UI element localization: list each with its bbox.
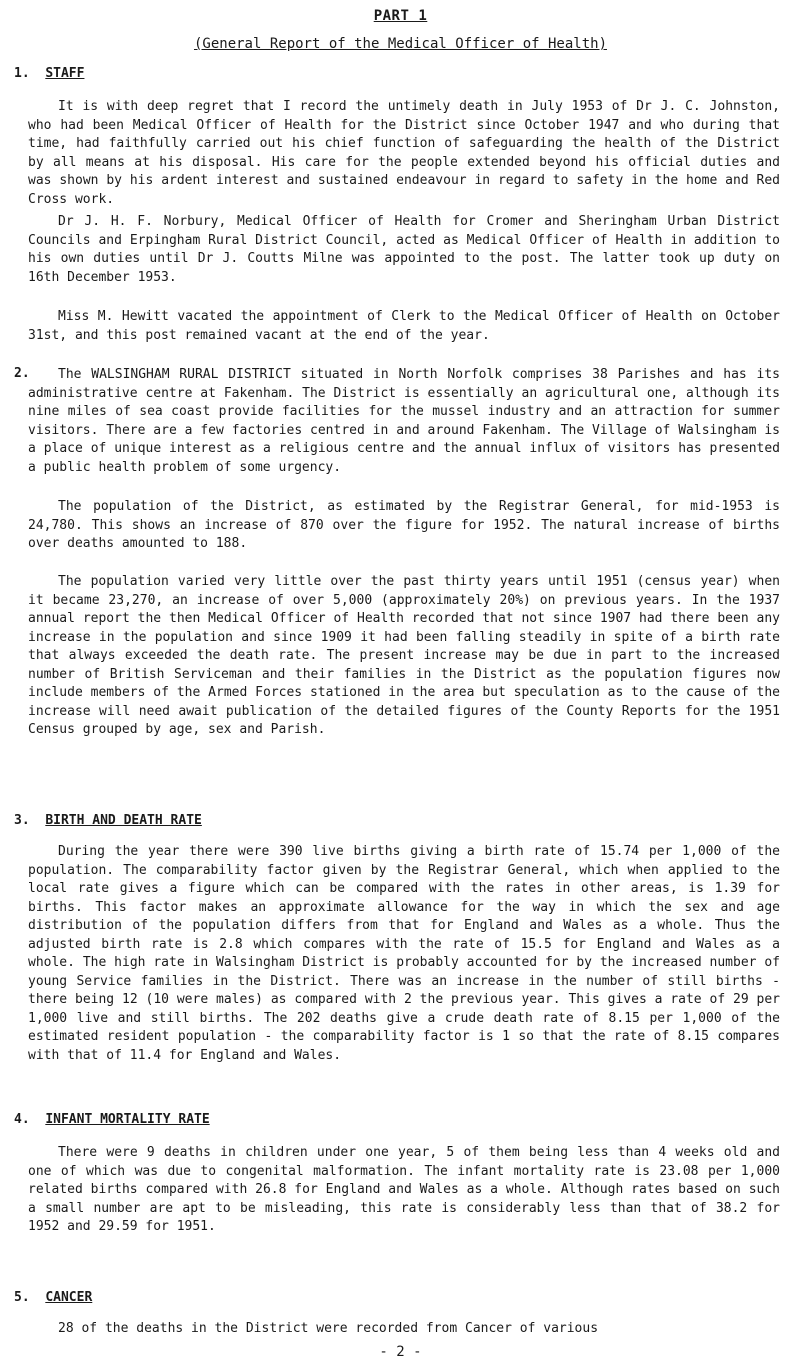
section-4-heading: [14, 1112, 210, 1127]
section-5-paragraph-1: 28 of the deaths in the District were recorded from Cancer of various: [58, 1321, 599, 1336]
section-4-paragraph-1: There were 9 deaths in children under one year, 5 of them being less than 4 weeks old and one of which was due to congenital malformation. The infant mortality rate is 23.08 per 1,000 related births compared with 26.8 for England and Wales as a whole. Although rates based on such a small number are apt to be misleading, this rate is considerably less than that of 38.2 for 1952 and 29.59 for 1951.: [28, 1145, 780, 1234]
section-2-paragraph-2: The population of the District, as estimated by the Registrar General, for mid-1953 is 24,780. This shows an increase of 870 over the figure for 1952. The natural increase of births over deaths amounted to 188.: [28, 499, 780, 551]
section-1-heading: [14, 66, 84, 81]
section-3-paragraph-1: During the year there were 390 live births giving a birth rate of 15.74 per 1,000 of the population. The comparability factor given by the Registrar General, which when applied to the local rate gives a figure which can be compared with the rates in other areas, is 1.39 for births. This factor makes an approximate allowance for the way in which the sex and age distribution of the population differs from that for England and Wales as a whole. Thus the adjusted birth rate is 2.8 which compares with the rate of 15.5 for England and Wales as a whole. The high rate in Walsingham District is probably accounted for by the increased number of young Service families in the District. There was an increase in the number of still births - there being 12 (10 were males) as compared with 2 the previous year. This gives a rate of 29 per 1,000 live and still births. The 202 deaths give a crude death rate of 8.15 per 1,000 of the estimated resident population - the comparability factor is 1 so that the rate of 8.15 compares with that of 11.4 for England and Wales.: [28, 844, 780, 1063]
part-title: PART 1: [373, 8, 428, 24]
section-2-paragraph-1: The WALSINGHAM RURAL DISTRICT situated in North Norfolk comprises 38 Parishes and has its administrative centre at Fakenham. The District is essentially an agricultural one, although its nine miles of sea coast provide facilities for the mussel industry and an attraction for summer visitors. There are a few factories centred in and around Fakenham. The Village of Walsingham is a place of unique interest as a religious centre and the annual influx of visitors has presented a public health problem of some urgency.: [28, 367, 780, 475]
section-title: BIRTH AND DEATH RATE: [45, 813, 202, 828]
section-title: STAFF: [45, 66, 85, 81]
section-title: INFANT MORTALITY RATE: [45, 1112, 210, 1127]
section-title: CANCER: [45, 1290, 93, 1305]
section-2-paragraph-3: The population varied very little over the past thirty years until 1951 (census year) when it became 23,270, an increase of over 5,000 (approximately 20%) on previous years. In the 1937 annual report the then Medical Officer of Health recorded that not since 1907 had there been any increase in the population and since 1909 it had been falling steadily in spite of a birth rate that always exceeded the death rate. The present increase may be due in part to the increased number of British Serviceman and their families in the District as the population figures now include members of the Armed Forces stationed in the area but speculation as to the cause of the increase will need await publication of the detailed figures of the County Reports for the 1951 Census grouped by age, sex and Parish.: [28, 574, 780, 737]
section-number: 1.: [14, 66, 30, 81]
section-5-heading: [14, 1290, 92, 1305]
section-1-paragraph-2: Dr J. H. F. Norbury, Medical Officer of Health for Cromer and Sheringham Urban District Councils and Erpingham Rural District Council, acted as Medical Officer of Health in addition to his own duties until Dr J. Coutts Milne was appointed to the post. The latter took up duty on 16th December 1953.: [28, 214, 780, 285]
page-number: - 2 -: [379, 1344, 422, 1360]
section-number: 2.: [14, 366, 30, 381]
section-number: 4.: [14, 1112, 30, 1127]
section-number: 3.: [14, 813, 30, 828]
section-number: 5.: [14, 1290, 30, 1305]
section-3-heading: [14, 813, 202, 828]
section-1-paragraph-3: Miss M. Hewitt vacated the appointment of Clerk to the Medical Officer of Health on October 31st, and this post remained vacant at the end of the year.: [28, 309, 780, 343]
report-subtitle: (General Report of the Medical Officer of Health): [193, 36, 607, 52]
section-1-paragraph-1: It is with deep regret that I record the untimely death in July 1953 of Dr J. C. Johnston, who had been Medical Officer of Health for the District since October 1947 and who during that time, had faithfully carried out his chief function of safeguarding the health of the District by all means at his disposal. His care for the people extended beyond his official duties and was shown by his ardent interest and sustained endeavour in regard to safety in the home and Red Cross work.: [28, 99, 780, 207]
